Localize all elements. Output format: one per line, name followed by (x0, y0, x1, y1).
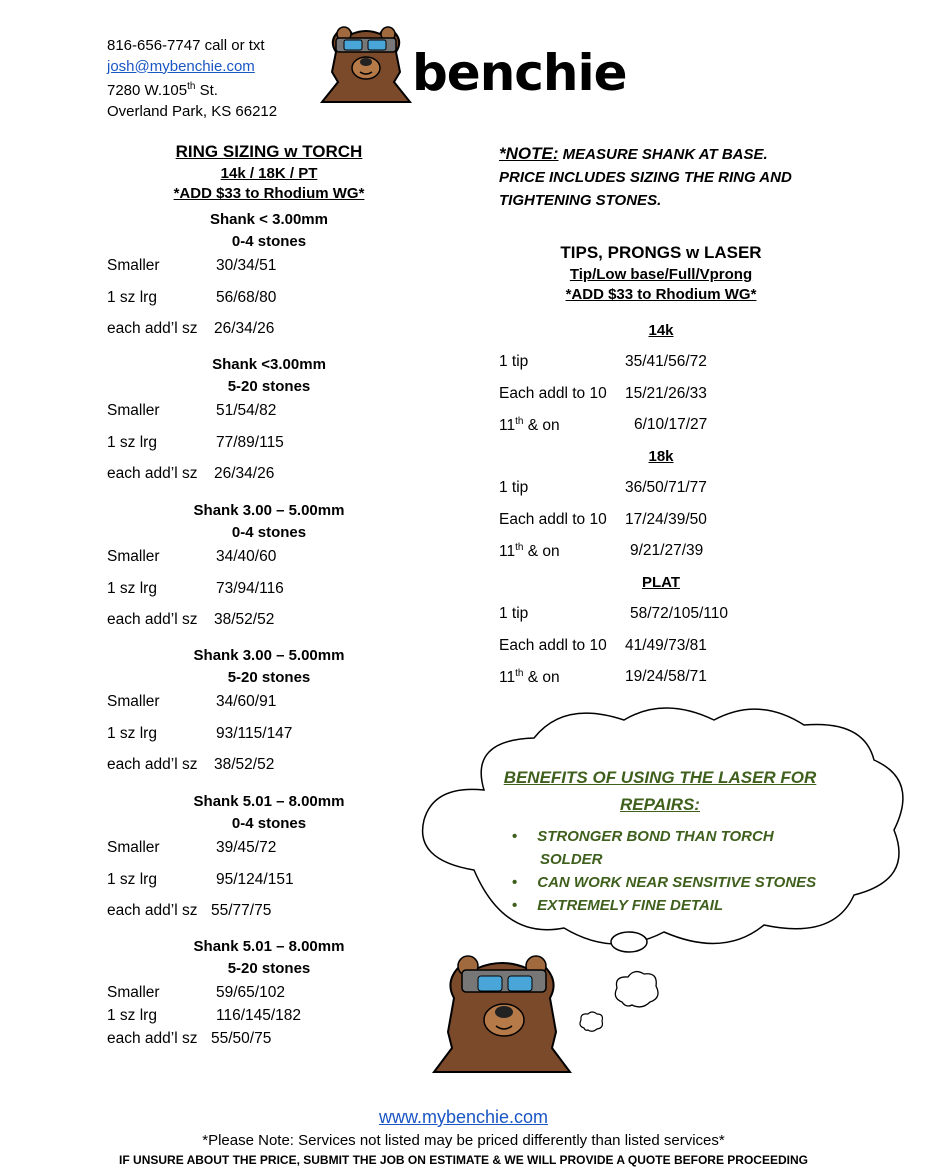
metal-heading: 14k (648, 322, 674, 339)
small-cloud-bubble-icon (612, 968, 662, 1010)
row-price: 55/77/75 (211, 902, 272, 919)
tip-price-row (499, 542, 704, 561)
benefit-item: • EXTREMELY FINE DETAIL (512, 897, 724, 914)
row-label: Smaller (107, 693, 160, 710)
price-row (107, 984, 285, 1002)
row-label: each add’l sz (107, 756, 198, 773)
shank-heading: Shank <3.00mm (212, 356, 326, 373)
price-row (107, 320, 275, 338)
tip-row-label: 1 tip (499, 353, 529, 370)
price-row (107, 548, 277, 566)
row-price: 34/40/60 (216, 548, 277, 565)
row-label: Smaller (107, 257, 160, 274)
tip-row-price: 17/24/39/50 (625, 510, 707, 528)
row-label: each add’l sz (107, 1030, 198, 1047)
price-row (107, 579, 284, 598)
contact-block (107, 36, 277, 122)
tip-row-label: Each addl to 10 (499, 510, 607, 528)
note-line2: PRICE INCLUDES SIZING THE RING AND (499, 169, 792, 186)
shank-heading: Shank 5.01 – 8.00mm (193, 793, 345, 810)
tip-row-label: 1 tip (499, 605, 529, 622)
stones-heading: 5-20 stones (227, 960, 311, 977)
shank-heading: Shank 3.00 – 5.00mm (193, 647, 345, 664)
bear-logo-icon (318, 12, 414, 104)
row-label: Smaller (107, 839, 160, 856)
tiny-cloud-bubble-icon (578, 1010, 604, 1034)
row-price: 51/54/82 (216, 402, 277, 419)
footer-url (0, 1107, 927, 1128)
tip-row-price: 19/24/58/71 (625, 668, 707, 685)
tip-price-row (499, 416, 708, 435)
row-price: 73/94/116 (216, 579, 284, 597)
benefits-title: BENEFITS OF USING THE LASER FOR REPAIRS: (503, 768, 817, 814)
note-line1: MEASURE SHANK AT BASE. (558, 146, 768, 163)
city-text: Overland Park, KS 66212 (107, 102, 278, 120)
bear-mascot-icon (432, 936, 572, 1076)
ring-sizing-title: RING SIZING w TORCH (175, 142, 363, 161)
row-price: 38/52/52 (214, 611, 275, 628)
row-price: 59/65/102 (216, 984, 285, 1001)
stones-heading: 5-20 stones (227, 378, 311, 395)
shank-heading: Shank 5.01 – 8.00mm (193, 938, 345, 955)
metal-heading: PLAT (641, 574, 681, 591)
price-row (107, 433, 284, 452)
tip-row-price: 15/21/26/33 (625, 384, 707, 402)
footer-estimate: IF UNSURE ABOUT THE PRICE, SUBMIT THE JOB ON ESTIMATE & WE WILL PROVIDE A QUOTE BEFORE PROCEEDING (119, 1153, 808, 1167)
price-row (107, 465, 275, 483)
phone-text: 816-656-7747 call or txt (107, 37, 265, 54)
row-price: 55/50/75 (211, 1030, 272, 1047)
row-price: 56/68/80 (216, 288, 277, 306)
note-block (499, 142, 829, 212)
tips-title: TIPS, PRONGS w LASER (560, 243, 762, 262)
tip-price-row (499, 479, 707, 497)
row-price: 30/34/51 (216, 257, 277, 274)
ring-sizing-header (107, 142, 431, 202)
row-price: 26/34/26 (214, 465, 275, 482)
brand-name: benchie (412, 44, 627, 102)
row-label: 1 sz lrg (107, 433, 157, 451)
note-lead: *NOTE: (499, 144, 559, 163)
row-label: 1 sz lrg (107, 870, 157, 888)
row-price: 38/52/52 (214, 756, 275, 773)
row-label: 1 sz lrg (107, 1007, 157, 1024)
tip-price-row (499, 353, 707, 371)
row-label: each add’l sz (107, 611, 198, 628)
row-label: each add’l sz (107, 320, 198, 337)
note-line3: TIGHTENING STONES. (499, 192, 662, 209)
row-price: 26/34/26 (214, 320, 275, 337)
tips-types: Tip/Low base/Full/Vprong (569, 266, 753, 283)
price-row (107, 402, 277, 420)
tip-row-price: 41/49/73/81 (625, 636, 707, 654)
price-row (107, 724, 293, 743)
row-label: Smaller (107, 402, 160, 419)
tip-price-row (499, 510, 707, 529)
row-price: 93/115/147 (216, 724, 293, 742)
row-price: 116/145/182 (216, 1007, 302, 1024)
benefits-list (512, 825, 816, 917)
tip-row-price: 6/10/17/27 (634, 416, 708, 433)
row-label: 1 sz lrg (107, 724, 157, 742)
stones-heading: 5-20 stones (227, 669, 311, 686)
tip-row-price: 58/72/105/110 (630, 605, 728, 622)
tip-row-label: 11th & on (499, 542, 560, 561)
tips-rhodium: *ADD $33 to Rhodium WG* (565, 286, 757, 303)
price-row (107, 1030, 272, 1048)
benefit-item-cont: SOLDER (540, 851, 603, 868)
footer-note: *Please Note: Services not listed may be priced differently than listed services* (202, 1132, 725, 1149)
tip-row-label: 11th & on (499, 668, 560, 687)
tip-row-price: 35/41/56/72 (625, 353, 707, 370)
stones-heading: 0-4 stones (231, 233, 307, 250)
tip-row-label: 1 tip (499, 479, 529, 496)
tip-price-row (499, 384, 707, 403)
tip-row-label: Each addl to 10 (499, 384, 607, 402)
price-row (107, 693, 277, 711)
tip-row-price: 36/50/71/77 (625, 479, 707, 496)
ring-sizing-rhodium: *ADD $33 to Rhodium WG* (173, 185, 365, 202)
tips-header (499, 243, 823, 303)
price-row (107, 902, 272, 920)
stones-heading: 0-4 stones (231, 524, 307, 541)
row-label: 1 sz lrg (107, 288, 157, 306)
row-price: 95/124/151 (216, 870, 294, 888)
tip-price-row (499, 605, 728, 623)
price-row (107, 839, 277, 857)
tip-price-row (499, 668, 707, 687)
email-link[interactable]: josh@mybenchie.com (107, 57, 255, 75)
price-row (107, 756, 275, 774)
stones-heading: 0-4 stones (231, 815, 307, 832)
tip-row-label: Each addl to 10 (499, 636, 607, 654)
tip-row-price: 9/21/27/39 (630, 542, 704, 559)
row-label: each add’l sz (107, 465, 198, 482)
shank-heading: Shank < 3.00mm (210, 211, 328, 228)
benefit-item: • STRONGER BOND THAN TORCH (512, 828, 774, 845)
row-label: Smaller (107, 548, 160, 565)
ring-sizing-metals: 14k / 18K / PT (220, 165, 318, 182)
price-row (107, 870, 294, 889)
row-label: Smaller (107, 984, 160, 1001)
street-address: 7280 W.105th St. (107, 81, 218, 99)
price-row (107, 1007, 302, 1025)
metal-heading: 18k (648, 448, 674, 465)
price-row (107, 288, 277, 307)
row-price: 77/89/115 (216, 433, 284, 451)
shank-heading: Shank 3.00 – 5.00mm (193, 502, 345, 519)
tip-row-label: 11th & on (499, 416, 560, 435)
tip-price-row (499, 636, 707, 655)
price-row (107, 257, 277, 275)
row-price: 34/60/91 (216, 693, 277, 710)
row-label: each add’l sz (107, 902, 198, 919)
row-label: 1 sz lrg (107, 579, 157, 597)
benefit-item: • CAN WORK NEAR SENSITIVE STONES (512, 874, 817, 891)
row-price: 39/45/72 (216, 839, 277, 856)
price-row (107, 611, 275, 629)
website-link[interactable]: www.mybenchie.com (378, 1107, 549, 1127)
